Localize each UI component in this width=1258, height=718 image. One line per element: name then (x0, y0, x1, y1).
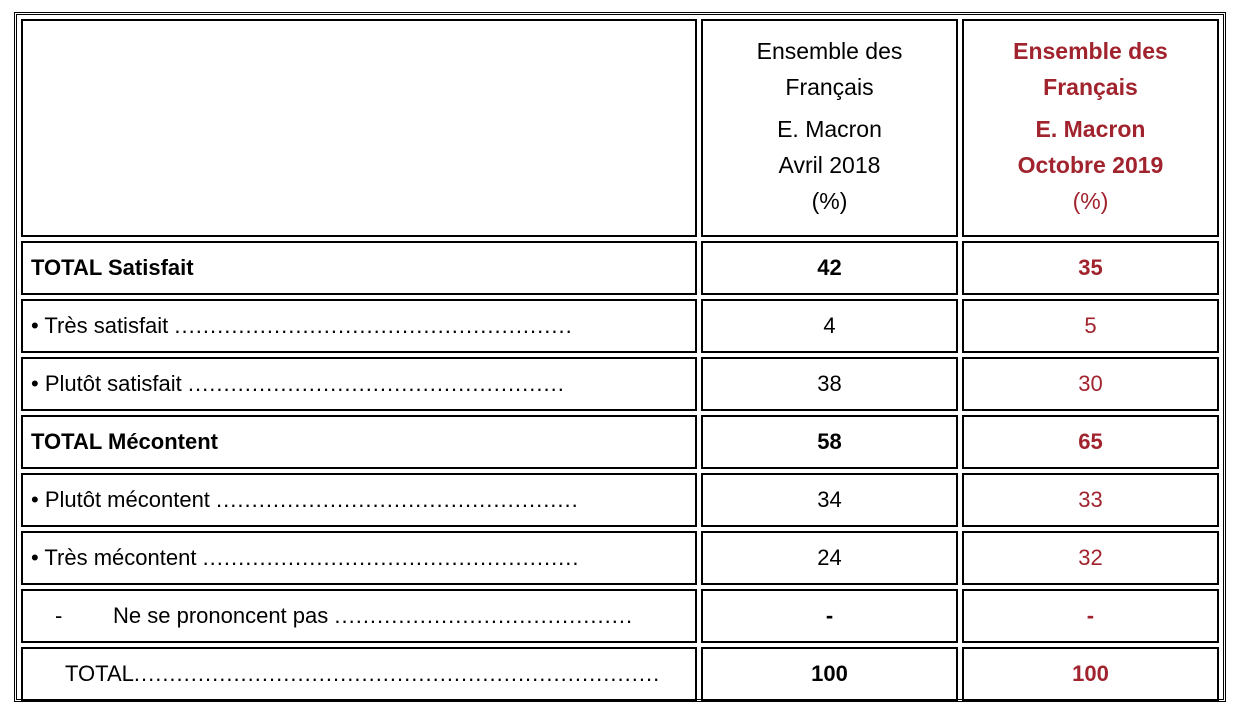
header-col1-line: Français (785, 74, 874, 100)
value-2018: 58 (701, 415, 958, 469)
table-row-plutot-mecontent (21, 473, 1219, 527)
header-col2-line: E. Macron (1035, 116, 1146, 142)
leader-dots: .......................................... (334, 603, 634, 628)
row-label-text: • Très mécontent (31, 545, 203, 570)
value-2019: 30 (962, 357, 1219, 411)
table-row-ne-se-prononcent-pas (21, 589, 1219, 643)
row-label (21, 589, 697, 643)
table-row-plutot-satisfait (21, 357, 1219, 411)
value-2019: 33 (962, 473, 1219, 527)
row-label-text: • Plutôt mécontent (31, 487, 217, 512)
header-col-october-2019 (962, 19, 1219, 237)
row-label (21, 241, 697, 295)
table-row-tres-satisfait (21, 299, 1219, 353)
header-col-april-2018 (701, 19, 958, 237)
row-label-text: TOTAL (65, 661, 134, 686)
value-2019: 5 (962, 299, 1219, 353)
header-col2-line: Ensemble des (1013, 38, 1168, 64)
value-2019: - (962, 589, 1219, 643)
row-label-text: TOTAL Mécontent (31, 429, 218, 454)
leader-dots: ................................................... (216, 487, 579, 512)
header-empty-cell (21, 19, 697, 237)
value-2019: 100 (962, 647, 1219, 701)
row-label (21, 531, 697, 585)
header-col2-line: (%) (1072, 188, 1109, 214)
value-2018: 100 (701, 647, 958, 701)
results-table (17, 15, 1223, 705)
row-label-text: TOTAL Satisfait (31, 255, 194, 280)
leader-dots: .......................................................................... (133, 661, 661, 686)
table-row-total-mecontent (21, 415, 1219, 469)
value-2019: 35 (962, 241, 1219, 295)
leader-dots: ........................................................ (174, 313, 573, 338)
value-2018: 34 (701, 473, 958, 527)
value-2018: 24 (701, 531, 958, 585)
row-label (21, 415, 697, 469)
leader-dots: ..................................................... (187, 371, 565, 396)
header-col2-line: Français (1043, 74, 1138, 100)
row-label-text: • Plutôt satisfait (31, 371, 188, 396)
header-col2-line: Octobre 2019 (1017, 152, 1164, 178)
row-label-text: Ne se prononcent pas (113, 603, 335, 628)
leader-dots: ..................................................... (202, 545, 580, 570)
value-2019: 32 (962, 531, 1219, 585)
header-col1-line: Ensemble des (756, 38, 903, 64)
row-label (21, 473, 697, 527)
value-2018: - (701, 589, 958, 643)
table-row-total-satisfait (21, 241, 1219, 295)
row-label-text: • Très satisfait (31, 313, 175, 338)
value-2018: 42 (701, 241, 958, 295)
header-col1-line: E. Macron (777, 116, 882, 142)
value-2018: 4 (701, 299, 958, 353)
row-label (21, 299, 697, 353)
value-2018: 38 (701, 357, 958, 411)
table-row-tres-mecontent (21, 531, 1219, 585)
dash-marker: - (55, 603, 63, 628)
table-row-total (21, 647, 1219, 701)
header-col1-line: (%) (811, 188, 848, 214)
value-2019: 65 (962, 415, 1219, 469)
results-table-frame (14, 12, 1226, 702)
row-label (21, 647, 697, 701)
row-label (21, 357, 697, 411)
table-header-row (21, 19, 1219, 237)
header-col1-line: Avril 2018 (778, 152, 881, 178)
